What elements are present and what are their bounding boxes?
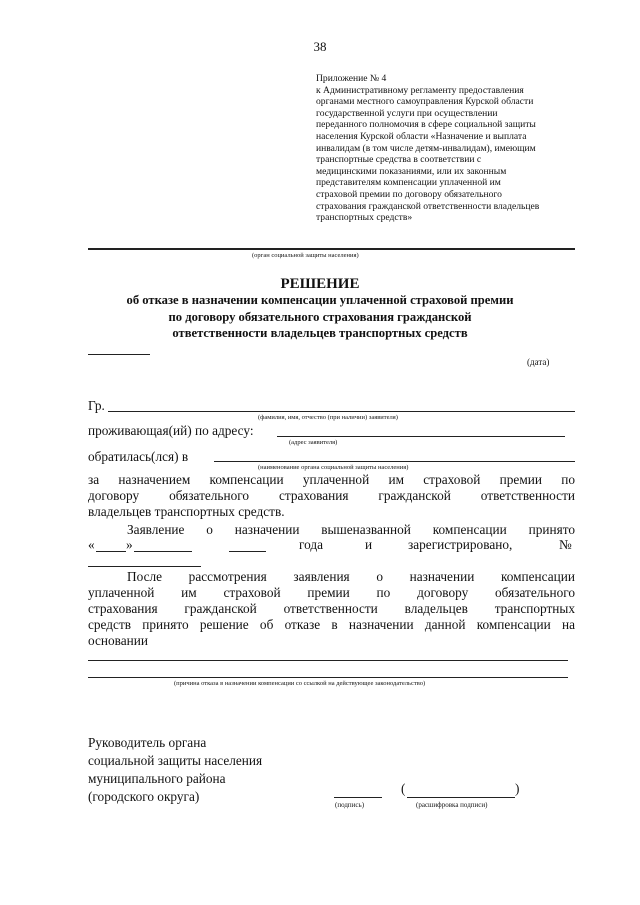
- appendix-line: населения Курской области «Назначение и выплата: [316, 130, 527, 142]
- applied-organ-field[interactable]: [214, 461, 575, 462]
- appendix-line: представителям компенсации уплаченной им: [316, 177, 501, 189]
- organ-fill-line[interactable]: [88, 248, 575, 250]
- registered-word: зарегистрировано,: [408, 537, 513, 552]
- appendix-line: государственной услуги при осуществлении: [316, 107, 498, 119]
- reason-field-line-2[interactable]: [88, 677, 568, 678]
- appendix-line: медицинскими показаниями, или их законным: [316, 165, 507, 177]
- appendix-line: к Административному регламенту предоставления: [316, 84, 524, 96]
- para3-line: основании: [88, 633, 148, 648]
- citizen-caption: (фамилия, имя, отчество (при наличии) заявителя): [258, 414, 398, 421]
- applied-caption: (наименование органа социальной защиты населения): [258, 464, 409, 471]
- signatory-line: (городского округа): [88, 789, 200, 804]
- signature-caption: (подпись): [335, 801, 365, 809]
- subtitle-line: об отказе в назначении компенсации уплаченной страховой премии: [126, 293, 514, 307]
- address-label: проживающая(ий) по адресу:: [88, 423, 254, 438]
- reg-month-field[interactable]: [134, 551, 192, 552]
- para1-line: владельцев транспортных средств.: [88, 504, 285, 519]
- appendix-line: транспортные средства в соответствии с: [316, 154, 482, 166]
- address-caption: (адрес заявителя): [289, 439, 338, 446]
- para1-line: за назначением компенсации уплаченной им страховой премии по: [88, 472, 575, 487]
- date-fill-line[interactable]: [88, 354, 150, 355]
- and-word: и: [365, 537, 373, 552]
- year-word: года: [299, 537, 324, 552]
- signature-field[interactable]: [334, 797, 382, 798]
- signatory-line: Руководитель органа: [88, 735, 207, 750]
- date-quote-close: »: [126, 537, 133, 552]
- document-subtitle: [0, 292, 640, 342]
- para3-line: страхования гражданской ответственности владельцев транспортных: [88, 601, 575, 616]
- signature-decoding-field[interactable]: [407, 797, 515, 798]
- appendix-note: [316, 73, 584, 224]
- decoding-caption: (расшифровка подписи): [416, 801, 488, 809]
- reason-caption: (причина отказа в назначении компенсации со ссылкой на действующее законодательство): [174, 680, 426, 687]
- citizen-label: Гр.: [88, 398, 105, 413]
- signatory-line: муниципального района: [88, 771, 226, 786]
- para3-line: После рассмотрения заявления о назначении компенсации: [127, 569, 575, 584]
- address-field[interactable]: [277, 436, 565, 437]
- appendix-line: переданного полномочия в сфере социальной защиты: [316, 119, 536, 131]
- para2-line: Заявление о назначении вышеназванной компенсации принято: [127, 522, 575, 537]
- subtitle-line: ответственности владельцев транспортных средств: [172, 326, 468, 341]
- document-title: РЕШЕНИЕ: [280, 276, 360, 292]
- applied-label: обратилась(лся) в: [88, 449, 189, 464]
- appendix-line: Приложение № 4: [316, 73, 387, 84]
- number-sign: №: [559, 537, 572, 552]
- decoding-paren-open: (: [401, 781, 406, 796]
- organ-caption: (орган социальной защиты населения): [252, 252, 359, 259]
- page-number: 38: [313, 39, 327, 54]
- appendix-line: органами местного самоуправления Курской области: [316, 96, 534, 108]
- signatory-line: социальной защиты населения: [88, 753, 263, 768]
- signatory-block: [88, 734, 262, 806]
- appendix-line: транспортных средств»: [316, 212, 413, 224]
- para1-line: договору обязательного страхования гражданской ответственности: [88, 488, 575, 503]
- date-caption: (дата): [527, 357, 550, 367]
- reason-field-line-1[interactable]: [88, 660, 568, 661]
- para3-line: уплаченной им страховой премии по договору обязательного: [88, 585, 575, 600]
- subtitle-line: по договору обязательного страхования гражданской: [168, 309, 472, 324]
- citizen-name-field[interactable]: [108, 411, 575, 412]
- reg-number-field[interactable]: [88, 566, 201, 567]
- appendix-line: инвалидам (в том числе детям-инвалидам), имеющим: [316, 142, 536, 154]
- appendix-line: страхования гражданской ответственности владельцев: [316, 200, 540, 212]
- appendix-line: страховой премии по договору обязательного: [316, 188, 502, 200]
- reg-year-field[interactable]: [229, 551, 266, 552]
- para3-line: средств принято решение об отказе в назначении данной компенсации на: [88, 617, 575, 632]
- date-quote-open: «: [88, 537, 95, 552]
- decoding-paren-close: ): [515, 781, 520, 796]
- reg-day-field[interactable]: [96, 551, 126, 552]
